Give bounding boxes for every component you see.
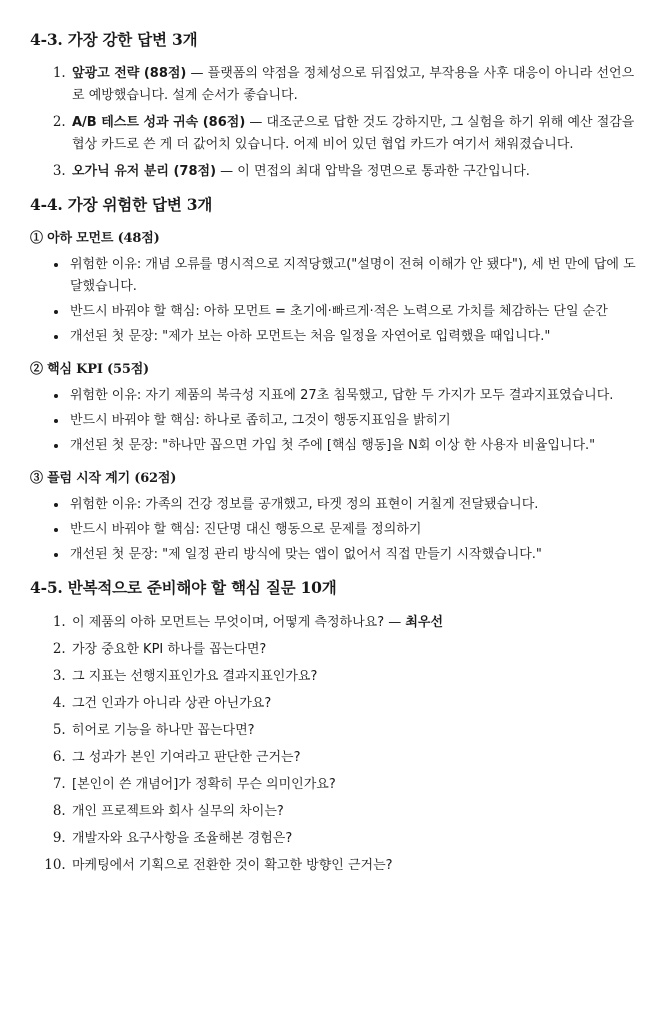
question-text: 그건 인과가 아니라 상관 아닌가요? bbox=[72, 696, 272, 711]
item-text: — 이 면접의 최대 압박을 정면으로 통과한 구간입니다. bbox=[216, 164, 530, 179]
bullet-item: • 개선된 첫 문장: "제가 보는 아하 모먼트는 처음 일정을 자연어로 입력했을 때입니다." bbox=[68, 326, 644, 348]
question-text: 개인 프로젝트와 회사 실무의 차이는? bbox=[72, 804, 284, 819]
question-text: 그 성과가 본인 기여라고 판단한 근거는? bbox=[72, 750, 301, 765]
question-item bbox=[70, 691, 644, 716]
bullet-item: • 개선된 첫 문장: "제 일정 관리 방식에 맞는 앱이 없어서 직접 만들기 시작했습니다." bbox=[68, 544, 644, 566]
question-text: 이 제품의 아하 모먼트는 무엇이며, 어떻게 측정하나요? — bbox=[72, 615, 406, 630]
bullet-item: • 반드시 바꿔야 할 핵심: 진단명 대신 행동으로 문제를 정의하기 bbox=[68, 519, 644, 541]
question-item bbox=[70, 826, 644, 851]
item-text: — 플랫폼의 약점을 정체성으로 뒤집었고, 부작용을 사후 대응이 아니라 선언으로 예방했습니다. 설계 순서가 좋습니다. bbox=[72, 66, 635, 103]
key-questions-list bbox=[30, 610, 644, 878]
answer-heading-plum: ③ 플럼 시작 계기 (62점) bbox=[30, 471, 177, 486]
section-heading-4-4: 4-4. 가장 위험한 답변 3개 bbox=[30, 195, 213, 214]
question-text: 그 지표는 선행지표인가요 결과지표인가요? bbox=[72, 669, 318, 684]
list-item bbox=[70, 111, 644, 156]
question-text: 개발자와 요구사항을 조율해본 경험은? bbox=[72, 831, 293, 846]
bullet-item: • 위험한 이유: 자기 제품의 북극성 지표에 27초 침묵했고, 답한 두 가지가 모두 결과지표였습니다. bbox=[68, 385, 644, 407]
section-heading-4-3: 4-3. 가장 강한 답변 3개 bbox=[30, 30, 198, 49]
answer-bullets bbox=[30, 385, 644, 457]
priority-label: 최우선 bbox=[405, 615, 444, 630]
strong-answers-list bbox=[30, 62, 644, 183]
question-item bbox=[70, 772, 644, 797]
bullet-item: • 반드시 바꿔야 할 핵심: 아하 모먼트 = 초기에·빠르게·적은 노력으로 가치를 체감하는 단일 순간 bbox=[68, 301, 644, 323]
section-heading-4-5: 4-5. 반복적으로 준비해야 할 핵심 질문 10개 bbox=[30, 578, 337, 597]
item-title: A/B 테스트 성과 귀속 (86점) bbox=[72, 115, 246, 130]
answer-heading-aha: ① 아하 모먼트 (48점) bbox=[30, 231, 160, 246]
bullet-item: • 개선된 첫 문장: "하나만 꼽으면 가입 첫 주에 [핵심 행동]을 N회 이상 한 사용자 비율입니다." bbox=[68, 435, 644, 457]
bullet-item: • 반드시 바꿔야 할 핵심: 하나로 좁히고, 그것이 행동지표임을 밝히기 bbox=[68, 410, 644, 432]
question-item bbox=[70, 637, 644, 662]
question-item bbox=[70, 610, 644, 635]
question-item bbox=[70, 799, 644, 824]
answer-bullets bbox=[30, 494, 644, 566]
answer-heading-kpi: ② 핵심 KPI (55점) bbox=[30, 362, 149, 377]
question-item bbox=[70, 718, 644, 743]
question-item bbox=[70, 745, 644, 770]
question-text: 마케팅에서 기획으로 전환한 것이 확고한 방향인 근거는? bbox=[72, 858, 393, 873]
answer-bullets bbox=[30, 254, 644, 348]
question-item bbox=[70, 664, 644, 689]
item-text: — 대조군으로 답한 것도 강하지만, 그 실험을 하기 위해 예산 절감을 협상 카드로 쓴 게 더 값어치 있습니다. 어제 비어 있던 협업 카드가 여기서 채워졌습니다. bbox=[72, 115, 635, 152]
question-text: [본인이 쓴 개념어]가 정확히 무슨 의미인가요? bbox=[72, 777, 336, 792]
bullet-item: • 위험한 이유: 가족의 건강 정보를 공개했고, 타겟 정의 표현이 거칠게 전달됐습니다. bbox=[68, 494, 644, 516]
question-item bbox=[70, 853, 644, 878]
item-title: 앞광고 전략 (88점) bbox=[72, 66, 187, 81]
question-text: 히어로 기능을 하나만 꼽는다면? bbox=[72, 723, 255, 738]
item-title: 오가닉 유저 분리 (78점) bbox=[72, 164, 217, 179]
bullet-item: • 위험한 이유: 개념 오류를 명시적으로 지적당했고("설명이 전혀 이해가 안 됐다"), 세 번 만에 답에 도달했습니다. bbox=[68, 254, 644, 298]
question-text: 가장 중요한 KPI 하나를 꼽는다면? bbox=[72, 642, 267, 657]
list-item bbox=[70, 160, 644, 183]
list-item bbox=[70, 62, 644, 107]
